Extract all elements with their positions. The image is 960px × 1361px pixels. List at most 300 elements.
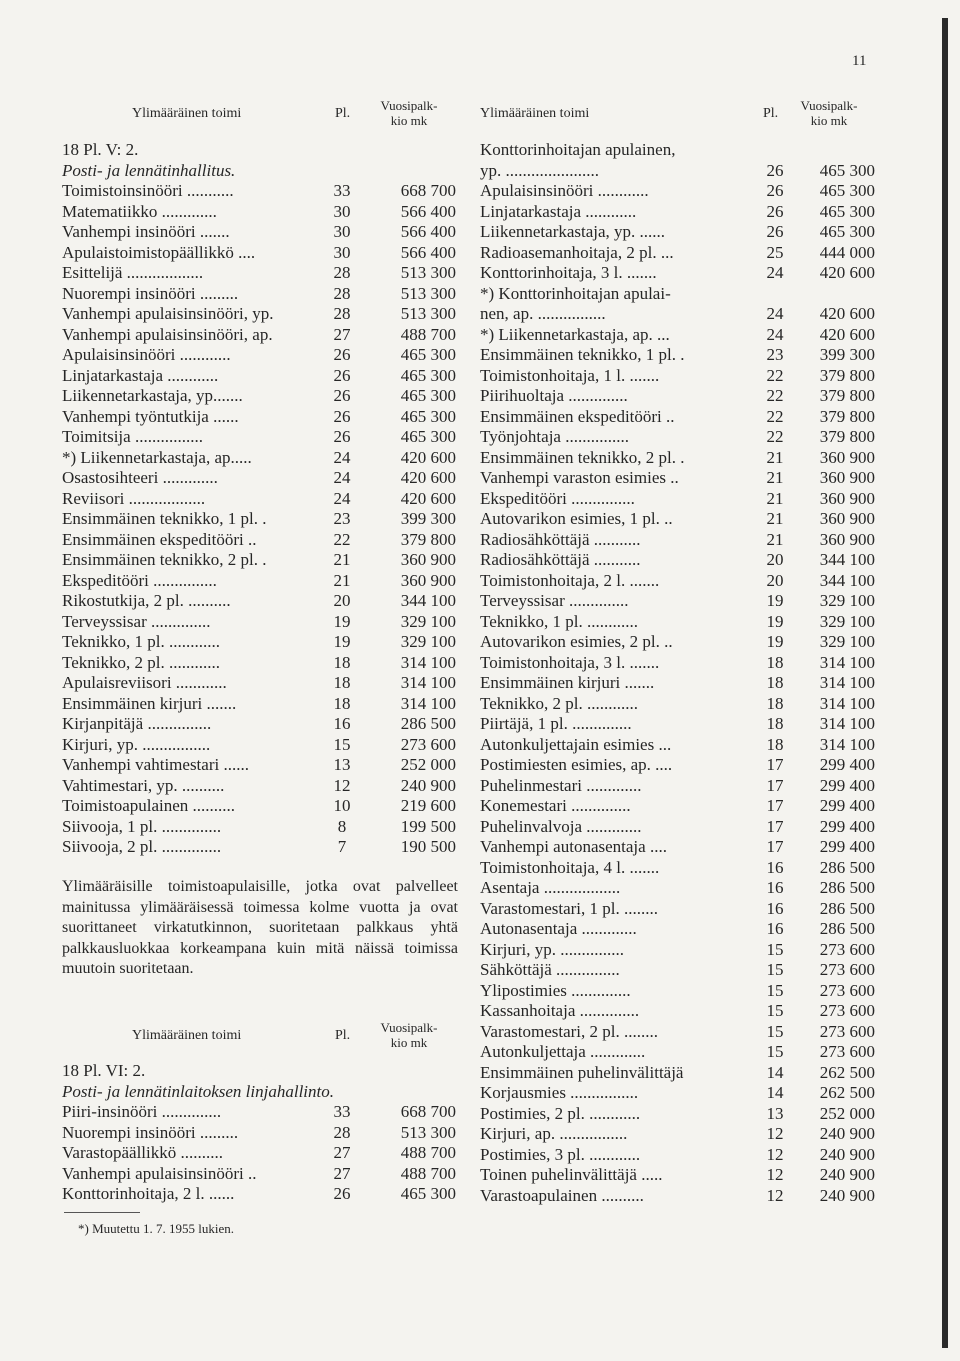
annual-salary: 286 500 [819,878,875,897]
position-title: Konttorinhoitajan apulainen, [480,140,676,159]
table-row [62,796,460,817]
annual-salary: 344 100 [400,591,456,610]
position-title: Toinen puhelinvälittäjä ..... [480,1165,663,1184]
annual-salary: 262 500 [819,1062,875,1082]
table-row [62,612,460,633]
table-row [480,406,875,428]
table-row [480,1062,875,1084]
position-title: Autonkuljettaja ............. [480,1042,646,1061]
annual-salary: 240 900 [819,1165,875,1184]
annual-salary: 329 100 [400,611,456,631]
pay-grade: 30 [333,201,351,221]
pay-grade: 26 [333,365,351,385]
pay-grade: 26 [766,181,784,200]
table-row [62,386,460,407]
annual-salary: 273 600 [819,1042,875,1061]
header-pl: Pl. [763,106,779,121]
left-table-header-2 [62,1020,460,1060]
table-row [480,324,875,346]
pay-grade: 21 [766,468,784,487]
pay-grade: 18 [766,693,784,713]
pay-grade: 22 [766,406,784,426]
table-row [480,775,875,797]
pay-grade: 20 [766,550,784,569]
pay-grade: 17 [766,816,784,836]
pay-grade: 26 [766,201,784,221]
table-row [480,980,875,1002]
annual-salary: 379 800 [400,529,456,549]
position-title: Korjausmies ................ [480,1083,639,1102]
right-column [480,98,875,1206]
annual-salary: 273 600 [400,734,456,754]
table-row [480,1042,875,1063]
table-row [62,1123,460,1144]
pay-grade: 18 [766,714,784,733]
table-row [480,1185,875,1207]
table-row [480,734,875,756]
table-row [480,242,875,264]
pay-grade: 15 [766,939,784,959]
table-row [480,427,875,448]
position-title: Kassanhoitaja .............. [480,1001,640,1020]
annual-salary: 286 500 [400,714,456,733]
annual-salary: 379 800 [819,365,875,385]
table-row [480,837,875,858]
annual-salary: 488 700 [400,1163,456,1183]
annual-salary: 566 400 [400,201,456,221]
pay-grade: 27 [333,1163,351,1183]
pay-grade: 15 [766,980,784,1000]
pay-grade: 12 [766,1165,784,1184]
position-title: Ensimmäinen teknikko, 2 pl. . [62,550,267,569]
annual-salary: 252 000 [819,1103,875,1123]
pay-grade: 21 [333,550,351,569]
section2-title: Posti- ja lennätinlaitoksen linjahallinto. [62,1081,334,1101]
table-row [480,939,875,961]
position-title: Linjatarkastaja ............ [480,201,637,221]
table-row [480,591,875,612]
pay-grade: 19 [333,632,351,651]
table-row [62,1184,460,1205]
pay-grade: 20 [333,591,351,610]
annual-salary: 314 100 [400,652,456,672]
table-row [480,652,875,674]
table-row [62,591,460,612]
position-title: Piirtäjä, 1 pl. .............. [480,714,632,733]
table-row [62,550,460,571]
position-title: Varastomestari, 1 pl. ........ [480,898,658,918]
annual-salary: 465 300 [819,181,875,200]
position-title: Sähköttäjä ............... [480,960,620,979]
position-title: Postimiesten esimies, ap. .... [480,755,673,774]
table-row [62,284,460,305]
pay-grade: 17 [766,775,784,795]
page-number: 11 [852,53,867,69]
position-title: Reviisori .................. [62,488,206,508]
annual-salary: 488 700 [400,1143,456,1162]
position-title: Autovarikon esimies, 2 pl. .. [480,632,673,651]
annual-salary: 273 600 [819,1001,875,1020]
pay-grade: 19 [766,591,784,610]
annual-salary: 314 100 [819,693,875,713]
pay-grade: 24 [766,304,784,323]
pay-grade: 20 [766,570,784,590]
position-title: Apulaisinsinööri ............ [480,181,649,200]
position-title: Teknikko, 2 pl. ............ [62,652,220,672]
position-title: Teknikko, 2 pl. ............ [480,693,638,713]
pay-grade: 24 [766,324,784,344]
pay-grade: 18 [766,652,784,672]
table-row [62,222,460,243]
position-title: Vanhempi apulaisinsinööri, ap. [62,324,273,344]
annual-salary: 273 600 [819,1021,875,1041]
position-title: Kirjuri, yp. ............... [480,939,625,959]
pay-grade: 17 [766,837,784,856]
annual-salary: 299 400 [819,796,875,815]
annual-salary: 465 300 [400,427,456,446]
annual-salary: 329 100 [819,611,875,631]
pay-grade: 12 [766,1144,784,1164]
position-title: Konttorinhoitaja, 3 l. ....... [480,263,657,282]
table-row [480,796,875,817]
table-row [480,160,875,182]
annual-salary: 262 500 [819,1083,875,1102]
table-row [480,1001,875,1022]
annual-salary: 299 400 [819,837,875,856]
pay-grade: 14 [766,1062,784,1082]
position-title: Ekspeditööri ............... [480,488,635,508]
pay-grade: 16 [333,714,351,733]
position-title: Ensimmäinen kirjuri ....... [480,673,655,692]
table-row [62,673,460,694]
table-row [62,325,460,346]
pay-grade: 8 [337,816,347,836]
pay-grade: 19 [766,611,784,631]
pay-grade: 22 [766,427,784,446]
annual-salary: 360 900 [819,447,875,467]
annual-salary: 314 100 [819,673,875,692]
table-row [62,181,460,202]
header2-title: Ylimääräinen toimi [132,1028,242,1043]
position-title: Ensimmäinen teknikko, 1 pl. . [480,345,685,364]
section-code: 18 Pl. V: 2. [62,140,139,159]
position-title: Asentaja .................. [480,878,621,897]
table-row [480,222,875,243]
pay-grade: 23 [333,509,351,528]
annual-salary: 465 300 [819,201,875,221]
pay-grade: 15 [766,960,784,979]
table-row [480,1083,875,1104]
position-title: Apulaistoimistopäällikkö .... [62,242,256,262]
position-title: Autonasentaja ............. [480,919,637,938]
annual-salary: 379 800 [819,427,875,446]
section2-code: 18 Pl. VI: 2. [62,1061,146,1080]
pay-grade: 15 [766,1042,784,1061]
left-column [62,98,460,858]
pay-grade: 18 [766,673,784,692]
pay-grade: 21 [766,447,784,467]
position-title: Toimistonhoitaja, 3 l. ....... [480,652,660,672]
header-pl: Pl. [335,106,351,121]
position-title: Varastomestari, 2 pl. ........ [480,1021,658,1041]
annual-salary: 465 300 [400,365,456,385]
annual-salary: 399 300 [819,345,875,364]
annual-salary: 513 300 [400,304,456,323]
pay-grade: 15 [766,1021,784,1041]
pay-grade: 16 [766,857,784,877]
annual-salary: 329 100 [819,632,875,651]
position-title: Ensimmäinen ekspeditööri .. [480,406,675,426]
annual-salary: 286 500 [819,857,875,877]
table-row [62,817,460,838]
position-title: Autovarikon esimies, 1 pl. .. [480,509,673,528]
pay-grade: 26 [333,386,351,405]
annual-salary: 273 600 [819,939,875,959]
annual-salary: 513 300 [400,1122,456,1142]
annual-salary: 314 100 [819,714,875,733]
position-title: Vanhempi apulaisinsinööri, yp. [62,304,274,323]
annual-salary: 465 300 [400,345,456,364]
table-row [62,509,460,530]
annual-salary: 299 400 [819,755,875,774]
annual-salary: 566 400 [400,222,456,241]
position-title: Toimistonhoitaja, 2 l. ....... [480,570,660,590]
annual-salary: 513 300 [400,283,456,303]
table-row [480,632,875,653]
annual-salary: 379 800 [819,406,875,426]
table-row [480,1124,875,1145]
table-row [62,755,460,776]
annual-salary: 420 600 [400,468,456,487]
position-title: Vanhempi apulaisinsinööri .. [62,1163,257,1183]
table-row [480,693,875,715]
pay-grade: 26 [766,222,784,241]
pay-grade: 19 [766,632,784,651]
position-title: Teknikko, 1 pl. ............ [480,611,638,631]
position-title: Kirjuri, ap. ................ [480,1124,628,1143]
position-title: Työnjohtaja ............... [480,427,629,446]
annual-salary: 190 500 [400,837,456,856]
annual-salary: 299 400 [819,775,875,795]
position-title: *) Konttorinhoitajan apulai- [480,283,671,303]
annual-salary: 219 600 [400,796,456,815]
pay-grade: 12 [333,775,351,795]
table-row [480,386,875,407]
annual-salary: 314 100 [819,652,875,672]
annual-salary: 465 300 [400,386,456,405]
left-rows-2 [62,1102,460,1205]
pay-grade: 13 [333,755,351,774]
table-row [480,1144,875,1166]
header-salary: Vuosipalk- kio mk [380,98,438,128]
table-row [480,898,875,920]
annual-salary: 344 100 [819,570,875,590]
pay-grade: 26 [766,160,784,180]
position-title: Ekspeditööri ............... [62,570,217,590]
annual-salary: 240 900 [819,1185,875,1205]
table-row [62,489,460,510]
annual-salary: 465 300 [400,406,456,426]
table-row [480,673,875,694]
pay-grade: 28 [333,263,351,282]
pay-grade: 18 [333,693,351,713]
pay-grade: 15 [766,1001,784,1020]
left-table-header [62,98,460,140]
table-row [480,140,850,161]
annual-salary: 513 300 [400,263,456,282]
table-row [480,447,875,469]
table-row [62,345,460,366]
position-title: Konemestari .............. [480,796,631,815]
table-row [62,263,460,284]
table-row [62,735,460,756]
pay-grade: 16 [766,878,784,897]
table-row [480,509,875,530]
pay-grade: 21 [333,570,351,590]
annual-salary: 668 700 [400,181,456,200]
pay-grade: 12 [766,1185,784,1205]
table-row [480,1103,875,1125]
annual-salary: 420 600 [819,324,875,344]
position-title: Siivooja, 1 pl. .............. [62,816,222,836]
position-title: Ylipostimies .............. [480,980,631,1000]
position-title: Ensimmäinen ekspeditööri .. [62,529,257,549]
pay-grade: 22 [766,365,784,385]
pay-grade: 22 [333,529,351,549]
table-row [480,263,875,284]
annual-salary: 420 600 [819,263,875,282]
section-2 [62,1061,460,1205]
pay-grade: 26 [333,427,351,446]
position-title: Radioasemanhoitaja, 2 pl. ... [480,242,674,262]
annual-salary: 360 900 [819,488,875,508]
annual-salary: 314 100 [400,693,456,713]
annual-salary: 360 900 [819,468,875,487]
annual-salary: 252 000 [400,755,456,774]
table-row [62,837,460,858]
position-title: Teknikko, 1 pl. ............ [62,632,220,651]
annual-salary: 240 900 [819,1124,875,1143]
pay-grade: 24 [333,488,351,508]
position-title: Terveyssisar .............. [62,611,211,631]
header2-salary: Vuosipalk- kio mk [380,1020,438,1050]
pay-grade: 24 [333,468,351,487]
annual-salary: 444 000 [819,242,875,262]
table-row [62,407,460,428]
annual-salary: 420 600 [400,488,456,508]
table-row [62,468,460,489]
pay-grade: 21 [766,509,784,528]
table-row [62,632,460,653]
table-row [480,611,875,633]
position-title: Liikennetarkastaja, yp. ...... [480,222,666,241]
position-title: Vahtimestari, yp. .......... [62,775,225,795]
table-row [480,878,875,899]
table-row [480,488,875,510]
position-title: *) Liikennetarkastaja, ap. ... [480,324,670,344]
header2-pl: Pl. [335,1028,351,1043]
table-row [62,304,460,325]
right-rows [480,140,875,1206]
annual-salary: 344 100 [819,550,875,569]
header-title: Ylimääräinen toimi [480,106,590,121]
position-title: Radiosähköttäjä ........... [480,529,641,549]
left-rows [62,181,460,858]
position-title: Piiri-insinööri .............. [62,1102,222,1121]
position-title: Varastoapulainen .......... [480,1185,644,1205]
position-title: Ensimmäinen puhelinvälittäjä [480,1062,684,1082]
pay-grade: 26 [333,406,351,426]
position-title: Radiosähköttäjä ........... [480,550,641,569]
position-title: Apulaisreviisori ............ [62,673,227,692]
table-row [480,857,875,879]
annual-salary: 286 500 [819,919,875,938]
position-title: Kirjuri, yp. ................ [62,734,211,754]
table-row [480,1165,875,1186]
table-row [62,1164,460,1185]
annual-salary: 360 900 [400,550,456,569]
pay-grade: 30 [333,242,351,262]
position-title: Vanhempi työntutkija ...... [62,406,239,426]
table-row [480,284,850,305]
position-title: Vanhempi insinööri ....... [62,222,230,241]
pay-grade: 10 [333,796,351,815]
position-title: Esittelijä .................. [62,263,204,282]
annual-salary: 379 800 [819,386,875,405]
table-row [62,448,460,469]
pay-grade: 33 [333,181,351,200]
table-row [480,529,875,551]
table-row [62,243,460,264]
position-title: nen, ap. ................ [480,304,606,323]
annual-salary: 465 300 [819,222,875,241]
pay-grade: 22 [766,386,784,405]
pay-grade: 12 [766,1124,784,1143]
position-title: Apulaisinsinööri ............ [62,345,231,364]
header-title: Ylimääräinen toimi [132,106,242,121]
position-title: Toimistoapulainen .......... [62,796,236,815]
pay-grade: 21 [766,529,784,549]
position-title: Piirihuoltaja .............. [480,386,628,405]
table-row [480,181,875,202]
annual-salary: 360 900 [819,509,875,528]
pay-grade: 19 [333,611,351,631]
pay-grade: 15 [333,734,351,754]
table-row [62,530,460,551]
table-row [62,1102,460,1123]
annual-salary: 668 700 [400,1102,456,1121]
annual-salary: 314 100 [400,673,456,692]
pay-grade: 13 [766,1103,784,1123]
pay-grade: 18 [333,652,351,672]
section-title: Posti- ja lennätinhallitus. [62,160,236,180]
table-row [62,571,460,592]
pay-grade: 27 [333,1143,351,1162]
annual-salary: 240 900 [400,775,456,795]
table-row [480,468,875,489]
annual-salary: 465 300 [819,160,875,180]
pay-grade: 21 [766,488,784,508]
annual-salary: 420 600 [400,447,456,467]
pay-grade: 27 [333,324,351,344]
position-title: Vanhempi varaston esimies .. [480,468,679,487]
annual-salary: 360 900 [400,570,456,590]
annual-salary: 273 600 [819,980,875,1000]
position-title: Konttorinhoitaja, 2 l. ...... [62,1184,235,1203]
table-row [480,365,875,387]
position-title: Toimistonhoitaja, 1 l. ....... [480,365,660,385]
annual-salary: 286 500 [819,898,875,918]
